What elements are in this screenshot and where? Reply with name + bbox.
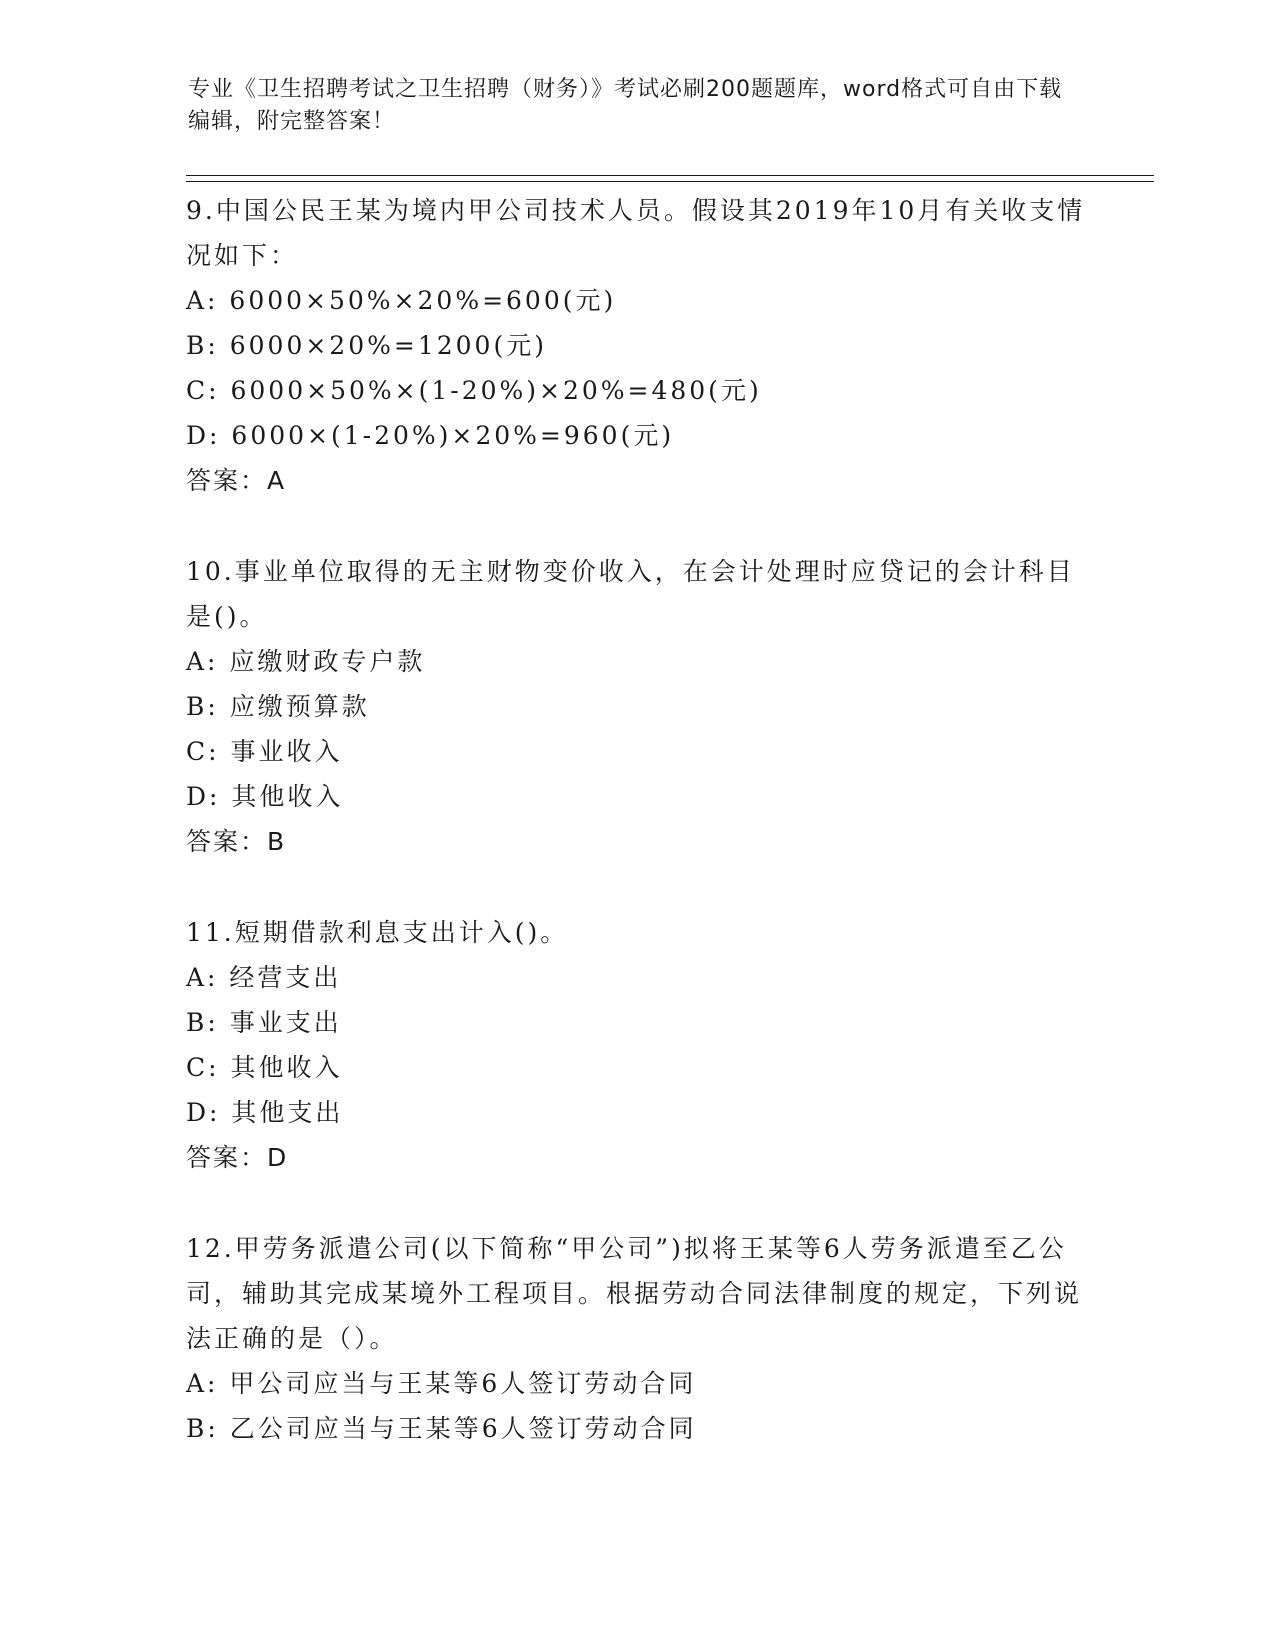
question-stem: 9.中国公民王某为境内甲公司技术人员。假设其2019年10月有关收支情况如下：	[186, 196, 1086, 270]
question-stem: 10.事业单位取得的无主财物变价收入，在会计处理时应贷记的会计科目是()。	[186, 557, 1075, 631]
option-a: A: 6000×50%×20%=600(元)	[186, 286, 617, 315]
spacer	[186, 1181, 1086, 1226]
answer-value: B	[267, 827, 285, 856]
answer-label: 答案：	[186, 827, 268, 856]
answer-value: D	[267, 1143, 287, 1172]
header-rule-bottom	[186, 181, 1154, 182]
answer-line	[186, 819, 1086, 865]
question-12	[186, 1226, 1086, 1451]
answer-line	[186, 458, 1086, 504]
answer-label: 答案：	[186, 1143, 268, 1172]
question-stem: 11.短期借款利息支出计入()。	[186, 918, 569, 947]
option-d: D: 其他支出	[186, 1098, 344, 1127]
option-d: D: 6000×(1-20%)×20%=960(元)	[186, 421, 675, 450]
option-c: C: 6000×50%×(1-20%)×20%=480(元)	[186, 376, 762, 405]
option-c: C: 事业收入	[186, 737, 343, 766]
option-a: A: 应缴财政专户款	[186, 647, 426, 676]
option-b: B: 乙公司应当与王某等6人签订劳动合同	[186, 1414, 697, 1443]
question-list	[186, 188, 1086, 1451]
spacer	[186, 504, 1086, 549]
header-rule-top	[186, 175, 1154, 176]
option-b: B: 6000×20%=1200(元)	[186, 331, 547, 360]
answer-label: 答案：	[186, 466, 268, 495]
option-c: C: 其他收入	[186, 1053, 343, 1082]
option-a: A: 经营支出	[186, 963, 342, 992]
option-b: B: 应缴预算款	[186, 692, 370, 721]
question-11	[186, 910, 1086, 1181]
answer-line	[186, 1135, 1086, 1181]
option-d: D: 其他收入	[186, 782, 344, 811]
document-header: 专业《卫生招聘考试之卫生招聘（财务）》考试必刷200题题库，word格式可自由下载编辑，附完整答案！	[188, 77, 1063, 134]
question-10	[186, 549, 1086, 865]
option-a: A: 甲公司应当与王某等6人签订劳动合同	[186, 1369, 697, 1398]
answer-value: A	[267, 466, 285, 495]
question-9	[186, 188, 1086, 504]
spacer	[186, 865, 1086, 910]
option-b: B: 事业支出	[186, 1008, 342, 1037]
question-stem: 12.甲劳务派遣公司(以下简称“甲公司”)拟将王某等6人劳务派遣至乙公司，辅助其完成某境外工程项目。根据劳动合同法律制度的规定，下列说法正确的是（）。	[186, 1234, 1083, 1353]
